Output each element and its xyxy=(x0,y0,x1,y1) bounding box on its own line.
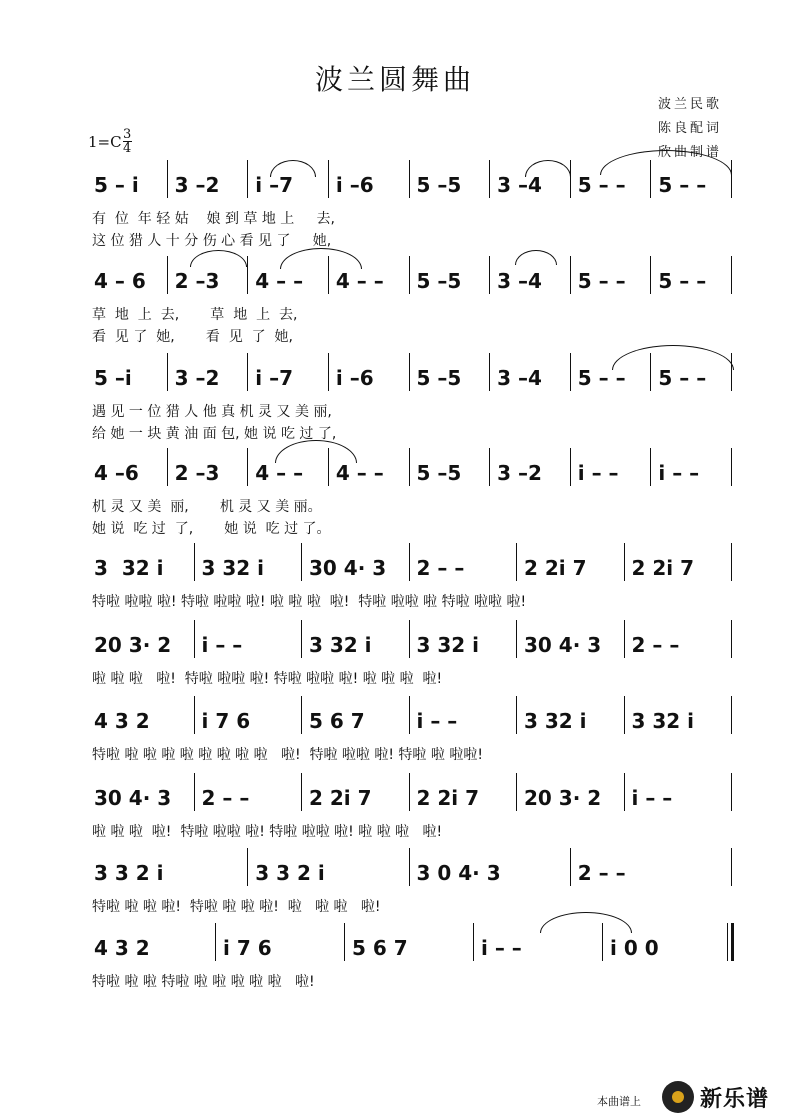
measure: i – – xyxy=(201,633,243,657)
measure: 5 –5 xyxy=(416,461,462,485)
measure: i 7 6 xyxy=(223,936,272,960)
measure: 5 – – xyxy=(658,366,707,390)
barline xyxy=(570,848,571,886)
record-disc-icon xyxy=(662,1081,694,1113)
footer-text: 本曲谱上 xyxy=(597,1095,641,1108)
barline xyxy=(731,543,732,581)
measure: 3 32 i xyxy=(201,556,265,580)
measure: 4 – – xyxy=(335,461,384,485)
barline xyxy=(409,353,410,391)
lyric-line: 特啦 啦 啦 啦! 特啦 啦 啦 啦! 啦 啦 啦 啦! xyxy=(92,899,381,915)
barline xyxy=(247,353,248,391)
measure: 3 3 2 i xyxy=(255,861,325,885)
lyric-line: 遇 见 一 位 猎 人 他 真 机 灵 又 美 丽, xyxy=(92,404,332,420)
barline xyxy=(409,848,410,886)
barline xyxy=(731,923,734,961)
credit-lyricist: 陈良配词 xyxy=(658,121,723,136)
measure: 3 32 i xyxy=(416,633,480,657)
barline xyxy=(328,353,329,391)
lyric-line: 特啦 啦 啦 特啦 啦 啦 啦 啦 啦 啦! xyxy=(92,974,315,990)
slur xyxy=(540,912,632,933)
barline xyxy=(489,448,490,486)
barline xyxy=(247,256,248,294)
measure: 5 6 7 xyxy=(309,709,365,733)
barline xyxy=(194,543,195,581)
barline xyxy=(301,773,302,811)
measure: 5 – i xyxy=(94,173,139,197)
song-title: 波兰圆舞曲 xyxy=(314,63,475,96)
measure: 30 4· 3 xyxy=(309,556,387,580)
measure: 5 –i xyxy=(94,366,132,390)
barline xyxy=(473,923,474,961)
measure: 4 – – xyxy=(255,269,304,293)
key-signature xyxy=(88,128,132,155)
slur xyxy=(525,160,571,177)
time-bottom: 4 xyxy=(122,141,132,156)
slur xyxy=(190,250,247,267)
barline xyxy=(489,160,490,198)
barline xyxy=(624,543,625,581)
barline xyxy=(731,696,732,734)
barline xyxy=(731,620,732,658)
barline xyxy=(731,448,732,486)
barline xyxy=(624,620,625,658)
time-top: 3 xyxy=(122,127,132,142)
measure: 4 –6 xyxy=(94,461,139,485)
barline xyxy=(167,448,168,486)
lyric-line: 特啦 啦啦 啦! 特啦 啦啦 啦! 啦 啦 啦 啦! 特啦 啦啦 啦 特啦 啦啦 啦! xyxy=(92,594,527,610)
measure: i –7 xyxy=(255,366,293,390)
lyric-line: 特啦 啦 啦 啦 啦 啦 啦 啦 啦 啦! 特啦 啦啦 啦! 特啦 啦 啦啦! xyxy=(92,747,483,763)
measure: 2 –3 xyxy=(174,269,220,293)
measure: i – – xyxy=(577,461,619,485)
measure: 30 4· 3 xyxy=(94,786,172,810)
credit-arranger: 欣曲制谱 xyxy=(658,145,723,160)
barline xyxy=(409,543,410,581)
measure: 2 2i 7 xyxy=(631,556,695,580)
measure: 5 – – xyxy=(577,173,626,197)
barline xyxy=(247,448,248,486)
barline xyxy=(344,923,345,961)
measure: 3 –4 xyxy=(497,366,542,390)
lyric-line: 她 说 吃 过 了, 她 说 吃 过 了。 xyxy=(92,521,331,537)
barline xyxy=(167,160,168,198)
measure: 3 32 i xyxy=(524,709,587,733)
credit-origin: 波兰民歌 xyxy=(658,97,723,112)
barline xyxy=(624,696,625,734)
measure: 3 32 i xyxy=(309,633,372,657)
measure: i – – xyxy=(416,709,458,733)
measure: 2 –3 xyxy=(174,461,220,485)
measure: 2 2i 7 xyxy=(416,786,480,810)
measure: 2 – – xyxy=(577,861,626,885)
measure: 3 0 4· 3 xyxy=(416,861,501,885)
barline xyxy=(516,543,517,581)
barline xyxy=(247,848,248,886)
barline xyxy=(516,696,517,734)
slur xyxy=(515,250,557,265)
measure: i –6 xyxy=(335,173,374,197)
measure: 30 4· 3 xyxy=(524,633,602,657)
barline xyxy=(650,256,651,294)
barline xyxy=(731,848,732,886)
barline xyxy=(489,256,490,294)
measure: 3 3 2 i xyxy=(94,861,164,885)
measure: i –6 xyxy=(335,366,374,390)
barline xyxy=(570,353,571,391)
measure: 5 –5 xyxy=(416,366,462,390)
measure: 4 – 6 xyxy=(94,269,146,293)
measure: 3 –2 xyxy=(174,366,220,390)
barline xyxy=(570,160,571,198)
time-signature xyxy=(123,128,132,155)
barline xyxy=(570,256,571,294)
measure: 3 –2 xyxy=(497,461,542,485)
measure: i – – xyxy=(631,786,673,810)
measure: 2 2i 7 xyxy=(524,556,587,580)
barline xyxy=(409,448,410,486)
barline xyxy=(409,773,410,811)
measure: 2 – – xyxy=(201,786,250,810)
barline xyxy=(167,256,168,294)
barline xyxy=(167,353,168,391)
slur xyxy=(270,160,316,177)
measure: 2 – – xyxy=(416,556,465,580)
barline xyxy=(731,160,732,198)
measure: 5 – – xyxy=(658,173,707,197)
measure: 20 3· 2 xyxy=(524,786,602,810)
logo-text: 新乐谱 xyxy=(700,1086,770,1112)
barline xyxy=(409,160,410,198)
measure: 5 –5 xyxy=(416,269,462,293)
measure: 4 – – xyxy=(335,269,384,293)
barline xyxy=(301,543,302,581)
measure: i –7 xyxy=(255,173,293,197)
barline xyxy=(731,256,732,294)
barline xyxy=(624,773,625,811)
measure: 3 32 i xyxy=(631,709,695,733)
slur xyxy=(275,440,357,463)
barline xyxy=(516,773,517,811)
lyric-line: 给 她 一 块 黄 油 面 包, 她 说 吃 过 了, xyxy=(92,426,337,442)
measure: 5 – – xyxy=(577,366,626,390)
key-prefix: 1=C xyxy=(88,132,122,151)
barline xyxy=(731,353,732,391)
barline xyxy=(489,353,490,391)
barline xyxy=(247,160,248,198)
measure: 5 – – xyxy=(577,269,626,293)
barline xyxy=(194,620,195,658)
measure: 4 3 2 xyxy=(94,709,150,733)
measure: 4 – – xyxy=(255,461,304,485)
measure: 5 6 7 xyxy=(352,936,408,960)
barline xyxy=(301,620,302,658)
barline xyxy=(409,256,410,294)
measure: 3 –4 xyxy=(497,269,542,293)
lyric-line: 有 位 年 轻 姑 娘 到 草 地 上 去, xyxy=(92,211,336,227)
barline xyxy=(301,696,302,734)
barline xyxy=(194,773,195,811)
measure: 3 –2 xyxy=(174,173,220,197)
site-logo xyxy=(662,1081,769,1113)
measure: 2 – – xyxy=(631,633,680,657)
barline xyxy=(328,160,329,198)
measure: i – – xyxy=(481,936,522,960)
barline xyxy=(516,620,517,658)
barline xyxy=(409,620,410,658)
measure: 20 3· 2 xyxy=(94,633,172,657)
slur xyxy=(280,248,362,269)
barline xyxy=(215,923,216,961)
measure: 2 2i 7 xyxy=(309,786,372,810)
lyric-line: 啦 啦 啦 啦! 特啦 啦啦 啦! 特啦 啦啦 啦! 啦 啦 啦 啦! xyxy=(92,824,443,840)
lyric-line: 啦 啦 啦 啦! 特啦 啦啦 啦! 特啦 啦啦 啦! 啦 啦 啦 啦! xyxy=(92,671,443,687)
barline xyxy=(731,773,732,811)
measure: i – – xyxy=(658,461,700,485)
slur xyxy=(612,345,734,370)
barline xyxy=(650,448,651,486)
measure: 5 – – xyxy=(658,269,707,293)
measure: 4 3 2 xyxy=(94,936,150,960)
lyric-line: 机 灵 又 美 丽, 机 灵 又 美 丽。 xyxy=(92,499,322,515)
measure: 3 32 i xyxy=(94,556,164,580)
lyric-line: 草 地 上 去, 草 地 上 去, xyxy=(92,307,298,323)
measure: i 7 6 xyxy=(201,709,251,733)
lyric-line: 这 位 猎 人 十 分 伤 心 看 见 了 她, xyxy=(92,233,332,249)
measure: i 0 0 xyxy=(610,936,659,960)
barline xyxy=(194,696,195,734)
measure: 3 –4 xyxy=(497,173,542,197)
lyric-line: 看 见 了 她, 看 见 了 她, xyxy=(92,329,294,345)
measure: 5 –5 xyxy=(416,173,462,197)
barline xyxy=(570,448,571,486)
barline xyxy=(409,696,410,734)
